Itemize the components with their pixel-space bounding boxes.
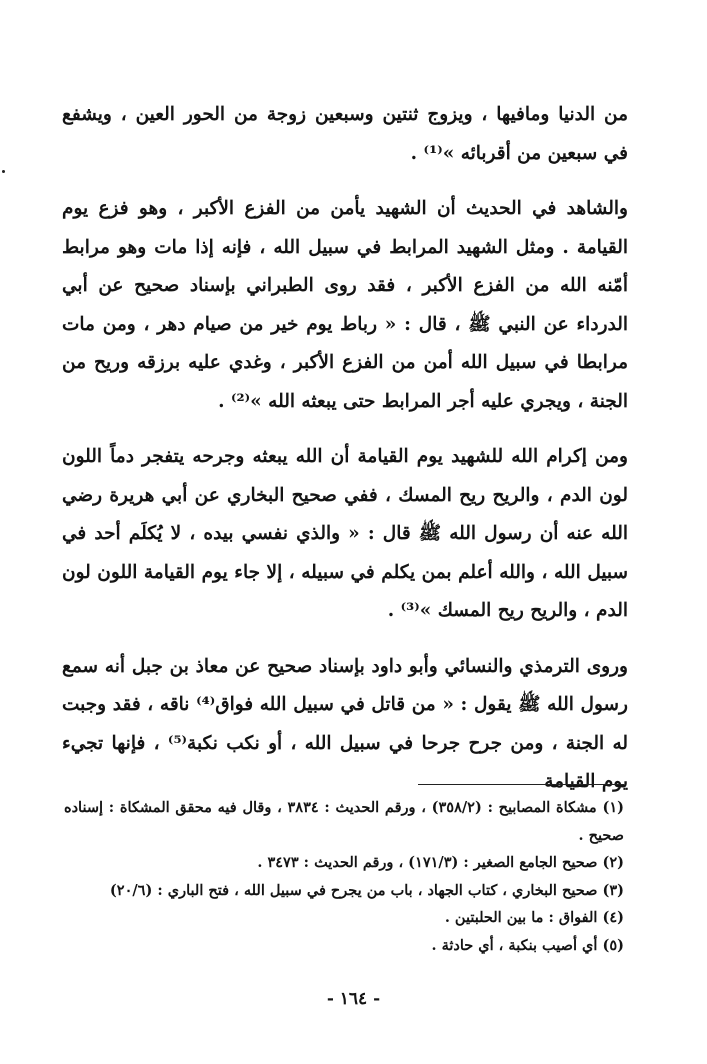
footnotes xyxy=(64,794,624,959)
footnote-divider xyxy=(418,784,624,785)
paragraph-1: من الدنيا ومافيها ، ويزوج ثنتين وسبعين زوجة من الحور العين ، ويشفع في سبعين من أقربائه »⁽¹⁾ . xyxy=(62,104,628,164)
footnote-2: (٢) صحيح الجامع الصغير : (١٧١/٣) ، ورقم الحديث : ٣٤٧٣ . xyxy=(257,854,624,871)
paragraph-3: ومن إكرام الله للشهيد يوم القيامة أن الله يبعثه وجرحه يتفجر دماً اللون لون الدم ، والريح ريح المسك ، ففي صحيح البخاري عن أبي هريرة رضي الله عنه أن رسول الله ﷺ قال : « والذي نفسي بيده ، لا يُكلَم أحد في سبيل الله ، والله أعلم بمن يكلم في سبيله ، إلا جاء يوم القيامة اللون لون الدم ، والريح ريح المسك »⁽³⁾ . xyxy=(62,446,628,621)
footnote-3: (٣) صحيح البخاري ، كتاب الجهاد ، باب من يجرح في سبيل الله ، فتح الباري : (٢٠/٦) xyxy=(109,881,624,899)
page-number: - ١٦٤ - xyxy=(326,989,381,1009)
main-text xyxy=(62,96,628,819)
footnote-5: (٥) أي أصيب بنكبة ، أي حادثة . xyxy=(431,936,624,954)
paragraph-2: والشاهد في الحديث أن الشهيد يأمن من الفزع الأكبر ، وهو فزع يوم القيامة . ومثل الشهيد المرابط في سبيل الله ، فإنه إذا مات وهو مرابط أمّنه الله من الفزع الأكبر ، فقد روى الطبراني بإسناد صحيح عن أبي الدرداء عن النبي ﷺ ، قال : « رباط يوم خير من صيام دهر ، ومن مات مرابطا في سبيل الله أمن من الفزع الأكبر ، وغدي عليه برزقه وريح من الجنة ، ويجري عليه أجر المرابط حتى يبعثه الله »⁽²⁾ . xyxy=(62,198,628,412)
footnote-1: (١) مشكاة المصابيح : (٣٥٨/٢) ، ورقم الحديث : ٣٨٣٤ ، وقال فيه محقق المشكاة : إسناده صحيح . xyxy=(64,799,624,844)
paragraph-4: وروى الترمذي والنسائي وأبو داود بإسناد صحيح عن معاذ بن جبل أنه سمع رسول الله ﷺ يقول : « من قاتل في سبيل الله فواق⁽⁴⁾ ناقه ، فقد وجبت له الجنة ، ومن جرح جرحا في سبيل الله ، أو نكب نكبة⁽⁵⁾ ، فإنها تجيء يوم القيامة xyxy=(62,655,628,792)
margin-mark xyxy=(2,170,5,173)
footnote-4: (٤) الفواق : ما بين الحلبتين . xyxy=(444,909,624,926)
